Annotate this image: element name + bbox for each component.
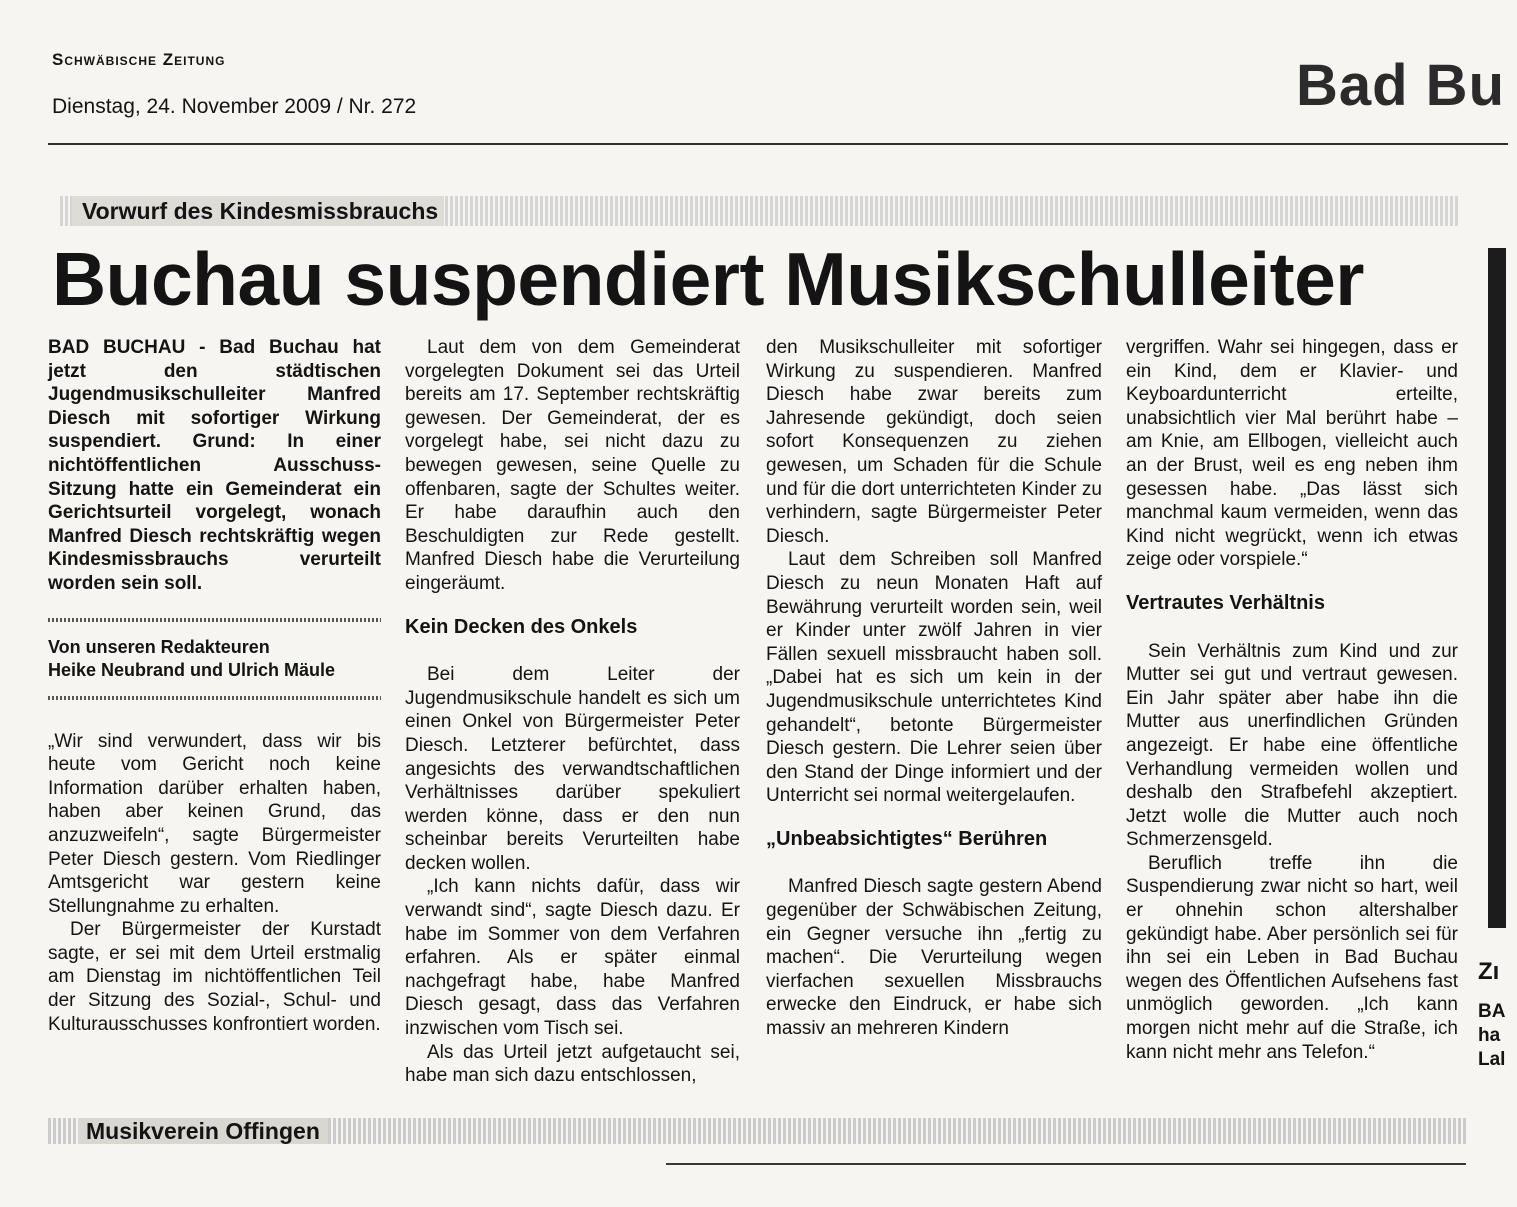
article-column-3 — [766, 336, 1102, 1041]
paragraph: Als das Urteil jetzt aufgetaucht sei, habe man sich dazu entschlossen, — [405, 1041, 740, 1087]
section-title: Bad Bu — [1296, 53, 1505, 118]
adjacent-fragment-line: Lal — [1478, 1049, 1506, 1070]
byline-rule-top — [48, 618, 381, 622]
paragraph: Laut dem von dem Gemeinderat vorgelegten Dokument sei das Urteil bereits am 17. September rechtskräftig gewesen. Der Gemeinderat, der es vorgelegt habe, sei nicht dazu zu bewegen gewesen, seine Quelle zu offenbaren, sagte der Schultes weiter. Er habe daraufhin auch den Beschuldigten zur Rede gestellt. Manfred Diesch habe die Verurteilung eingeräumt. — [405, 337, 740, 594]
adjacent-article-fragment — [1478, 960, 1505, 1072]
adjacent-fragment-heading: Zı — [1478, 958, 1500, 985]
article-kicker: Vorwurf des Kindesmissbrauchs — [72, 196, 444, 226]
paragraph: vergriffen. Wahr sei hingegen, dass er ein Kind, dem er Klavier- und Keyboardunterricht erteilte, unabsichtlich vier Mal berührt habe – am Knie, am Ellbogen, vielleicht auch an der Brust, weil es eng neben ihm gesessen habe. „Das lässt sich manchmal kaum vermeiden, wenn das Kind nicht wegrückt, wenn ich etwas zeige oder vorspiele.“ — [1126, 337, 1458, 571]
article-headline: Buchau suspendiert Musikschulleiter — [52, 237, 1364, 321]
adjacent-fragment-line: BA — [1478, 1001, 1506, 1022]
subheading: „Unbeabsichtigtes“ Berühren — [766, 827, 1048, 850]
issue-date: Dienstag, 24. November 2009 / Nr. 272 — [52, 95, 417, 118]
paragraph: Der Bürgermeister der Kurstadt sagte, er sei mit dem Urteil erstmalig am Dienstag im nichtöffentlichen Teil der Sitzung des Sozial-, Schul- und Kulturausschusses konfrontiert worden. — [48, 919, 381, 1035]
top-rule — [48, 143, 1508, 145]
adjacent-edge-bar — [1488, 248, 1506, 928]
byline-rule-bottom — [48, 696, 381, 700]
article-column-4 — [1126, 336, 1458, 1064]
paragraph: Bei dem Leiter der Jugendmusikschule handelt es sich um einen Onkel von Bürgermeister Peter Diesch. Letzterer befürchtet, dass angesichts des verwandtschaftlichen Verhältnisses darüber spekuliert werden könne, dass er den nun scheinbar bereits Verurteilten habe decken wollen. — [405, 664, 740, 874]
bottom-rule — [666, 1163, 1466, 1165]
article-column-1 — [48, 336, 381, 1036]
paragraph: Beruflich treffe ihn die Suspendierung zwar nicht so hart, weil er ohnehin schon altershalber gekündigt habe. Aber persönlich sei für ihn sei ein Leben in Bad Buchau wegen des Öffentlichen Aufsehens fast unmöglich geworden. „Ich kann morgen nicht mehr auf die Straße, ich kann nicht mehr ans Telefon.“ — [1126, 852, 1458, 1063]
bottom-kicker: Musikverein Offingen — [78, 1118, 328, 1144]
paragraph: Manfred Diesch sagte gestern Abend gegenüber der Schwäbischen Zeitung, ein Gegner versuche ihn „fertig zu machen“. Die Verurteilung wegen vierfachen sexuellen Missbrauchs erwecke den Eindruck, er habe sich massiv an mehreren Kindern — [766, 876, 1102, 1040]
article-column-2 — [405, 336, 740, 1088]
newspaper-name: Schwäbische Zeitung — [52, 50, 226, 69]
byline-line-2: Heike Neubrand und Ulrich Mäule — [48, 659, 336, 680]
paragraph: „Wir sind verwundert, dass wir bis heute vom Gericht noch keine Information darüber erhalten haben, haben aber keinen Grund, das anzuzweifeln“, sagte Bürgermeister Peter Diesch gestern. Vom Riedlinger Amtsgericht war gestern keine Stellungnahme zu erhalten. — [48, 730, 381, 917]
adjacent-fragment-line: ha — [1478, 1025, 1501, 1046]
paragraph: den Musikschulleiter mit sofortiger Wirkung zu suspendieren. Manfred Diesch habe zwar bereits zum Jahresende gekündigt, doch seien sofort Konsequenzen zu ziehen gewesen, um Schaden für die Schule und für die dort unterrichteten Kinder zu verhindern, sagte Bürgermeister Peter Diesch. — [766, 337, 1102, 547]
subheading: Kein Decken des Onkels — [405, 615, 638, 638]
paragraph: „Ich kann nichts dafür, dass wir verwandt sind“, sagte Diesch dazu. Er habe im Sommer von dem Verfahren erfahren. Als er später einmal nachgefragt habe, habe Manfred Diesch gesagt, dass das Verfahren inzwischen vom Tisch sei. — [405, 876, 740, 1040]
byline-line-1: Von unseren Redakteuren — [48, 636, 270, 657]
subheading: Vertrautes Verhältnis — [1126, 591, 1325, 614]
paragraph: Laut dem Schreiben soll Manfred Diesch zu neun Monaten Haft auf Bewährung verurteilt worden sein, weil er Kinder unter zwölf Jahren in vier Fällen sexuell missbraucht haben soll. „Dabei hat es sich um kein in der Jugendmusikschule unterrichtetes Kind gehandelt“, betonte Bürgermeister Diesch gestern. Die Lehrer seien über den Stand der Dinge informiert und der Unterricht sei normal weitergelaufen. — [766, 549, 1102, 807]
paragraph: Sein Verhältnis zum Kind und zur Mutter sei gut und vertraut gewesen. Ein Jahr später aber habe ihn die Mutter aus unerfindlichen Gründen angezeigt. Er habe eine öffentliche Verhandlung vermeiden wollen und deshalb den Strafbefehl akzeptiert. Jetzt wolle die Mutter auch noch Schmerzensgeld. — [1126, 640, 1458, 851]
article-lead: BAD BUCHAU - Bad Buchau hat jetzt den städtischen Jugendmusikschulleiter Manfred Diesch mit sofortiger Wirkung suspendiert. Grund: In einer nichtöffentlichen Ausschuss-Sitzung hatte ein Gemeinderat ein Gerichtsurteil vorgelegt, wonach Manfred Diesch rechtskräftig wegen Kindesmissbrauchs verurteilt worden sein soll. — [48, 337, 381, 594]
